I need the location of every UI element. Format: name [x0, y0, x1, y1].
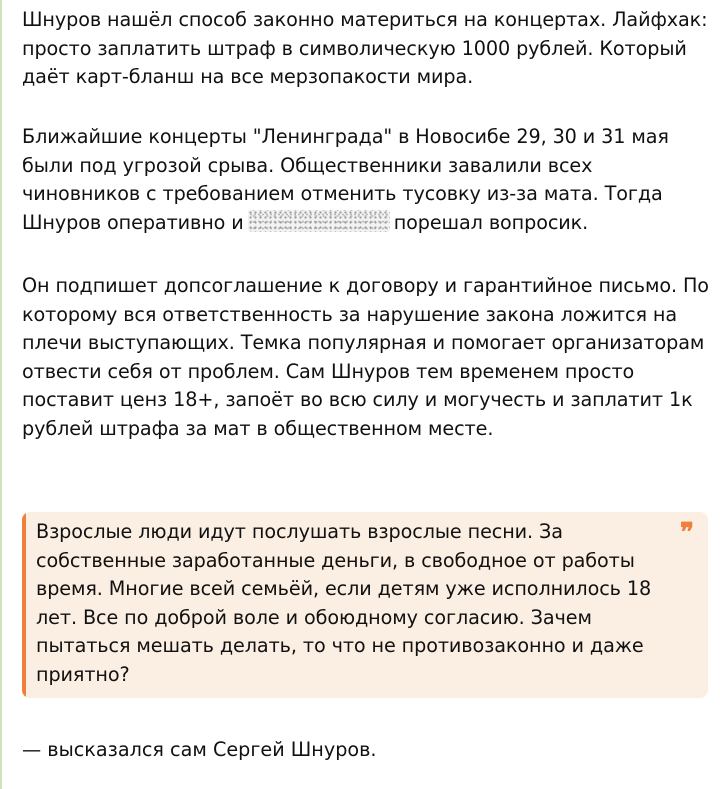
blockquote-accent-bar: [22, 512, 26, 698]
message-paragraph-2: [22, 123, 712, 237]
message-paragraph-1: Шнуров нашёл способ законно материться на концертах. Лайфхак: просто заплатить штраф в символическую 1000 рублей. Который даёт карт-бланш на все мерзопакости мира.: [22, 8, 708, 88]
message-signoff: — высказался сам Сергей Шнуров.: [22, 738, 377, 761]
spoiler-hidden-text[interactable]: [248, 210, 390, 232]
paragraph-2-text-before: Ближайшие концерты "Ленинграда" в Новосибе 29, 30 и 31 мая были под угрозой срыва. Общественники завалили всех чиновников с требованием отменить тусовку из-за мата. Тогда Шнуров оперативно и: [22, 125, 669, 234]
quote-icon: ❞: [680, 518, 694, 548]
blockquote-text: Взрослые люди идут послушать взрослые песни. За собственные заработанные деньги, в свободное от работы время. Многие всей семьёй, если детям уже исполнилось 18 лет. Все по доброй воле и обоюдному согласию. Зачем пытаться мешать делать, то что не противозаконно и даже приятно?: [36, 520, 652, 686]
chat-left-accent: [0, 0, 2, 789]
blockquote: [22, 512, 708, 698]
message-paragraph-3: Он подпишет допсоглашение к договору и гарантийное письмо. По которому вся ответственность за нарушение закона ложится на плечи выступающих. Темка популярная и помогает организаторам отвести себя от проблем. Сам Шнуров тем временем просто поставит ценз 18+, запоёт во всю силу и могучесть и заплатит 1к рублей штрафа за мат в общественном месте.: [22, 274, 709, 440]
paragraph-2-text-after: порешал вопросик.: [393, 210, 589, 234]
